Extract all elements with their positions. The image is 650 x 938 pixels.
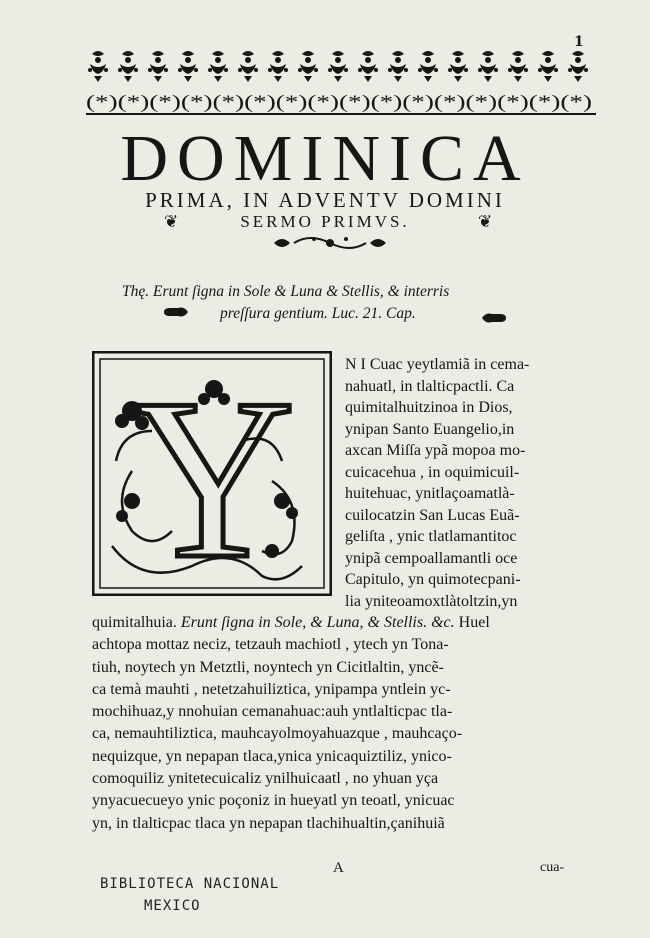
text-run: quimitalhuia. xyxy=(92,614,181,631)
fleuron-icon: ❦ xyxy=(478,212,493,232)
text-line: axcan Miſſa ypã mopoa mo- xyxy=(345,442,526,459)
theme-line: preſſura gentium. Luc. 21. Cap. xyxy=(220,305,416,322)
text-line: tiuh, noytech yn Metztli, noyntech yn Cicitlaltin, yncẽ- xyxy=(92,658,444,676)
text-column xyxy=(345,354,585,612)
text-line: nahuatl, in tlalticpactli. Ca xyxy=(345,377,515,395)
text-line xyxy=(92,612,592,634)
page-number: 1 xyxy=(574,34,584,50)
signature-mark: A xyxy=(333,860,344,876)
subtitle: PRIMA, IN ADVENTV DOMINI xyxy=(145,188,505,212)
text-line: ynyacuecueyo ynic poçoniz in hueyatl yn teoatl, ynicuac xyxy=(92,792,455,810)
decorated-initial xyxy=(92,351,332,596)
theme-line: Thę. Erunt ſigna in Sole & Luna & Stellis, & interris xyxy=(122,283,450,300)
text-line: geliſta , ynic tlatlamantitoc xyxy=(345,528,517,545)
text-line: achtopa mottaz neciz, tetzauh machiotl , ytech yn Tona- xyxy=(92,636,449,654)
ornamental-border xyxy=(84,48,596,118)
page-title: DOMINICA xyxy=(120,122,530,195)
text-line: ca temà mauhti , netetzahuiliztica, ynipampa yntlein yc- xyxy=(92,680,451,698)
text-line: ynipan Santo Euangelio,in xyxy=(345,420,515,438)
pointing-hand-icon xyxy=(480,311,508,325)
library-stamp xyxy=(100,873,300,917)
stamp-line: BIBLIOTECA NACIONAL xyxy=(100,876,280,892)
ornament-chain: (*)(*)(*)(*)(*)(*)(*)(*)(*)(*)(*)(*)(*)(*)(*)(*) xyxy=(86,92,592,113)
text-line: nequizque, yn nepapan tlaca,ynica ynicaquiztiliz, ynico- xyxy=(92,747,452,765)
text-line: comoquiliz ynitetecuicaliz ynilhuicaatl , no yhuan yça xyxy=(92,770,439,788)
text-body xyxy=(92,612,592,835)
text-run: Huel xyxy=(458,614,490,631)
sermon-heading: SERMO PRIMVS. xyxy=(240,212,410,231)
text-line: yn, in tlalticpac tlaca yn nepapan tlachihualtin,çanihuiã xyxy=(92,814,445,832)
text-line: mochihuaz,y nnohuian cemanahuac:auh yntlalticpac tla- xyxy=(92,703,453,721)
divider-rule xyxy=(86,113,596,115)
initial-letter: Y xyxy=(128,351,296,596)
text-line: lia yniteoamoxtlàtoltzin,yn xyxy=(345,592,518,610)
text-line: cuicacehua , in oquimicuil- xyxy=(345,463,520,481)
text-line: N I Cuac yeytlamiã in cema- xyxy=(345,356,530,373)
text-line: quimitalhuitzinoa in Dios, xyxy=(345,399,513,416)
text-line: ynipã cempoallamantli oce xyxy=(345,549,518,567)
text-line: Capitulo, yn quimotecpani- xyxy=(345,571,521,588)
flourish-ornament-icon xyxy=(270,233,390,253)
text-line: ca, nemauhtiliztica, mauhcayolmoyahuazque , mauhcaço- xyxy=(92,725,463,743)
fleuron-icon: ❦ xyxy=(164,212,179,232)
latin-quote: Erunt ſigna in Sole, & Luna, & Stellis. &c. xyxy=(180,614,455,631)
stamp-line: MEXICO xyxy=(144,898,201,914)
pointing-hand-icon xyxy=(162,305,190,319)
text-line: huitehuac, ynitlaçoamatlà- xyxy=(345,485,515,502)
catchword: cua- xyxy=(540,860,565,875)
text-line: cuilocatzin San Lucas Euã- xyxy=(345,506,520,524)
